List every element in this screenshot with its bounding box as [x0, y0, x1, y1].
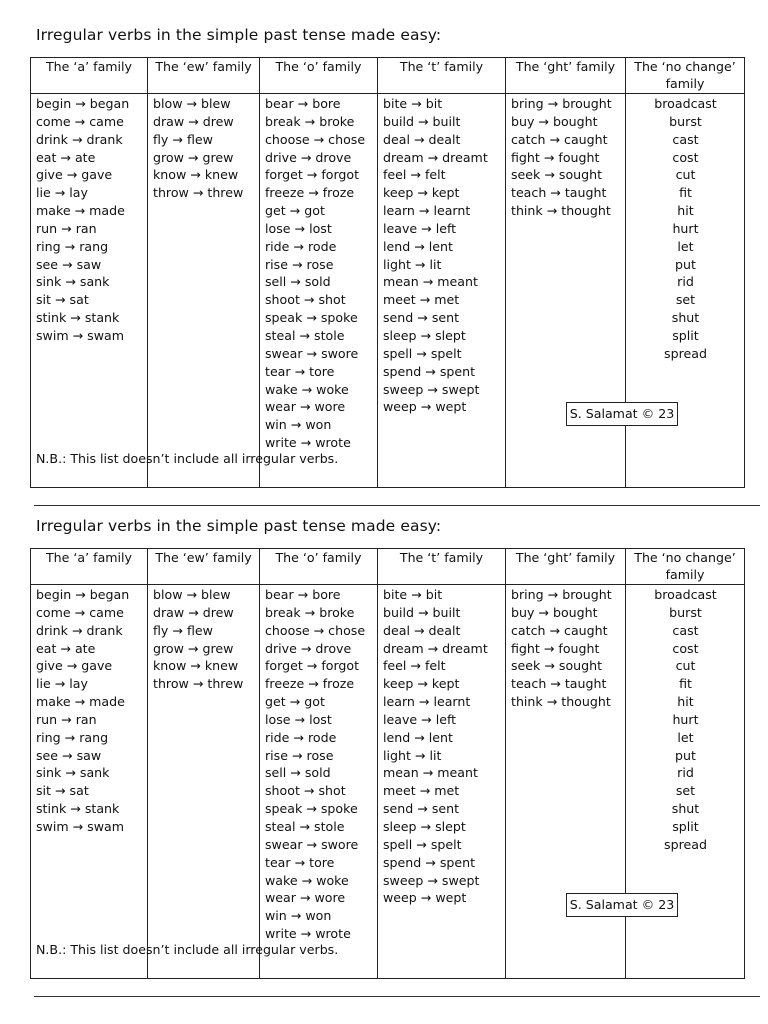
a-family-column: [31, 585, 148, 979]
verb-entry: set: [675, 783, 696, 799]
verb-entry: deal → dealt: [383, 131, 461, 147]
verb-entry: come → came: [36, 604, 124, 620]
verb-entry: bear → bore: [265, 96, 341, 111]
verb-entry: bear → bore: [265, 587, 341, 602]
verb-entry: burst: [669, 113, 702, 129]
verb-entry: sell → sold: [265, 274, 331, 290]
verb-entry: put: [675, 256, 696, 272]
t-family-column: [378, 94, 506, 488]
verb-entry: stink → stank: [36, 801, 120, 817]
verb-entry: grow → grew: [153, 149, 234, 165]
verb-entry: broadcast: [654, 96, 717, 111]
no-change-family-column: [626, 94, 745, 488]
verb-entry: write → wrote: [265, 926, 351, 942]
verb-entry: keep → kept: [383, 185, 460, 201]
ew-family-column: [148, 94, 260, 488]
verb-entry: rise → rose: [265, 256, 334, 272]
verb-entry: win → won: [265, 908, 332, 924]
table-header-row: [31, 58, 745, 94]
verb-entry: dream → dreamt: [383, 149, 488, 165]
verb-entry: cast: [672, 131, 699, 147]
verb-entry: light → lit: [383, 256, 442, 272]
verb-entry: set: [675, 292, 696, 308]
verb-entry: see → saw: [36, 256, 102, 272]
verb-entry: drive → drove: [265, 640, 352, 656]
table-body-row: [31, 585, 745, 979]
verb-entry: catch → caught: [511, 131, 608, 147]
header-o-family: The ‘o’ family: [260, 549, 378, 585]
verb-entry: know → knew: [153, 658, 239, 674]
verb-entry: fight → fought: [511, 640, 600, 656]
verb-entry: buy → bought: [511, 113, 598, 129]
ght-family-column: [506, 94, 626, 488]
header-ew-family: The ‘ew’ family: [148, 549, 260, 585]
footnote: N.B.: This list doesn’t include all irregular verbs.: [36, 451, 339, 466]
separator-line: [34, 996, 760, 997]
verb-entry: learn → learnt: [383, 203, 471, 219]
verb-entry: meet → met: [383, 292, 460, 308]
verb-entry: sit → sat: [36, 783, 89, 799]
verb-entry: bring → brought: [511, 96, 612, 111]
verb-entry: bring → brought: [511, 587, 612, 602]
verb-entry: steal → stole: [265, 818, 345, 834]
verb-entry: blow → blew: [153, 587, 231, 602]
verb-entry: choose → chose: [265, 131, 366, 147]
verb-entry: win → won: [265, 417, 332, 433]
verb-entry: sell → sold: [265, 765, 331, 781]
table-body-row: [31, 94, 745, 488]
verb-entry: rid: [677, 765, 694, 781]
verb-entry: hit: [677, 203, 694, 219]
verb-entry: forget → forgot: [265, 167, 360, 183]
verb-entry: teach → taught: [511, 185, 607, 201]
verb-entry: light → lit: [383, 747, 442, 763]
verb-entry: wear → wore: [265, 399, 346, 415]
verb-entry: steal → stole: [265, 327, 345, 343]
ew-family-column: [148, 585, 260, 979]
verb-entry: know → knew: [153, 167, 239, 183]
verb-entry: write → wrote: [265, 435, 351, 451]
o-family-column: [260, 94, 378, 488]
verb-entry: grow → grew: [153, 640, 234, 656]
verb-entry: learn → learnt: [383, 694, 471, 710]
header-a-family: The ‘a’ family: [31, 549, 148, 585]
verb-entry: run → ran: [36, 711, 97, 727]
verb-entry: throw → threw: [153, 676, 244, 692]
verb-entry: send → sent: [383, 310, 460, 326]
verb-entry: speak → spoke: [265, 310, 358, 326]
verb-entry: spend → spent: [383, 854, 476, 870]
verb-entry: ring → rang: [36, 238, 109, 254]
verb-entry: swear → swore: [265, 345, 359, 361]
verb-entry: give → gave: [36, 658, 113, 674]
verb-entry: broadcast: [654, 587, 717, 602]
verb-entry: wake → woke: [265, 872, 349, 888]
header-no-change-family: The ‘no change’ family: [626, 58, 745, 94]
verb-entry: drink → drank: [36, 622, 123, 638]
verb-entry: sweep → swept: [383, 381, 480, 397]
verb-entry: tear → tore: [265, 363, 335, 379]
verb-entry: fly → flew: [153, 131, 213, 147]
verb-entry: freeze → froze: [265, 676, 355, 692]
verb-entry: think → thought: [511, 203, 611, 219]
verb-entry: rise → rose: [265, 747, 334, 763]
header-ght-family: The ‘ght’ family: [506, 58, 626, 94]
verb-entry: lose → lost: [265, 220, 332, 236]
verb-entry: stink → stank: [36, 310, 120, 326]
verb-entry: get → got: [265, 203, 325, 219]
verb-entry: spread: [664, 836, 707, 852]
verb-entry: keep → kept: [383, 676, 460, 692]
verb-entry: give → gave: [36, 167, 113, 183]
worksheet-title: Irregular verbs in the simple past tense made easy:: [36, 517, 442, 535]
verb-entry: deal → dealt: [383, 622, 461, 638]
verb-entry: fly → flew: [153, 622, 213, 638]
verb-entry: break → broke: [265, 604, 355, 620]
verb-entry: fight → fought: [511, 149, 600, 165]
verb-entry: sink → sank: [36, 274, 110, 290]
verb-entry: ride → rode: [265, 238, 337, 254]
header-t-family: The ‘t’ family: [378, 549, 506, 585]
verb-entry: feel → felt: [383, 167, 446, 183]
worksheet-title: Irregular verbs in the simple past tense made easy:: [36, 26, 442, 44]
verb-entry: tear → tore: [265, 854, 335, 870]
verb-entry: lose → lost: [265, 711, 332, 727]
verb-entry: catch → caught: [511, 622, 608, 638]
verb-entry: feel → felt: [383, 658, 446, 674]
verb-entry: split: [672, 818, 699, 834]
verb-entry: let: [677, 238, 694, 254]
header-a-family: The ‘a’ family: [31, 58, 148, 94]
verb-entry: buy → bought: [511, 604, 598, 620]
verb-entry: begin → began: [36, 587, 130, 602]
header-t-family: The ‘t’ family: [378, 58, 506, 94]
verb-entry: freeze → froze: [265, 185, 355, 201]
verb-entry: cut: [675, 658, 696, 674]
verb-entry: see → saw: [36, 747, 102, 763]
verb-entry: let: [677, 729, 694, 745]
verb-entry: hurt: [672, 220, 699, 236]
header-no-change-family: The ‘no change’ family: [626, 549, 745, 585]
verb-entry: mean → meant: [383, 274, 478, 290]
verb-entry: shoot → shot: [265, 292, 346, 308]
verb-entry: spell → spelt: [383, 836, 462, 852]
verb-entry: burst: [669, 604, 702, 620]
o-family-column: [260, 585, 378, 979]
header-ght-family: The ‘ght’ family: [506, 549, 626, 585]
verb-entry: ring → rang: [36, 729, 109, 745]
verb-entry: cost: [672, 149, 699, 165]
verb-entry: draw → drew: [153, 604, 234, 620]
verb-entry: spend → spent: [383, 363, 476, 379]
verb-entry: bite → bit: [383, 587, 443, 602]
verb-entry: leave → left: [383, 220, 457, 236]
verb-entry: sit → sat: [36, 292, 89, 308]
verb-entry: swim → swam: [36, 818, 125, 834]
verb-entry: leave → left: [383, 711, 457, 727]
verb-entry: blow → blew: [153, 96, 231, 111]
verb-entry: drink → drank: [36, 131, 123, 147]
verb-entry: build → built: [383, 604, 461, 620]
verb-entry: begin → began: [36, 96, 130, 111]
verb-entry: shut: [671, 801, 700, 817]
no-change-family-column: [626, 585, 745, 979]
verb-entry: forget → forgot: [265, 658, 360, 674]
verb-entry: sleep → slept: [383, 327, 466, 343]
verb-entry: fit: [679, 676, 692, 692]
verb-entry: make → made: [36, 203, 125, 219]
separator-line: [34, 505, 760, 506]
verb-entry: shut: [671, 310, 700, 326]
verb-entry: mean → meant: [383, 765, 478, 781]
a-family-column: [31, 94, 148, 488]
verb-entry: cut: [675, 167, 696, 183]
verb-entry: fit: [679, 185, 692, 201]
verb-entry: seek → sought: [511, 658, 603, 674]
verb-entry: lend → lent: [383, 238, 453, 254]
verb-entry: come → came: [36, 113, 124, 129]
verb-entry: send → sent: [383, 801, 460, 817]
verb-entry: throw → threw: [153, 185, 244, 201]
verb-entry: think → thought: [511, 694, 611, 710]
verb-entry: rid: [677, 274, 694, 290]
verb-entry: lend → lent: [383, 729, 453, 745]
verb-entry: drive → drove: [265, 149, 352, 165]
verb-entry: split: [672, 327, 699, 343]
footnote: N.B.: This list doesn’t include all irregular verbs.: [36, 942, 339, 957]
verb-entry: dream → dreamt: [383, 640, 488, 656]
verb-entry: make → made: [36, 694, 125, 710]
t-family-column: [378, 585, 506, 979]
verb-entry: hit: [677, 694, 694, 710]
verb-entry: spell → spelt: [383, 345, 462, 361]
verb-entry: wear → wore: [265, 890, 346, 906]
verb-entry: eat → ate: [36, 640, 96, 656]
verb-entry: cast: [672, 622, 699, 638]
verb-entry: speak → spoke: [265, 801, 358, 817]
copyright-box: S. Salamat © 23: [566, 402, 678, 426]
ght-family-column: [506, 585, 626, 979]
verb-entry: swim → swam: [36, 327, 125, 343]
verb-entry: break → broke: [265, 113, 355, 129]
verb-entry: swear → swore: [265, 836, 359, 852]
verb-entry: weep → wept: [383, 399, 467, 415]
verb-entry: sleep → slept: [383, 818, 466, 834]
verb-entry: eat → ate: [36, 149, 96, 165]
verb-entry: weep → wept: [383, 890, 467, 906]
table-header-row: [31, 549, 745, 585]
verb-entry: cost: [672, 640, 699, 656]
verb-entry: run → ran: [36, 220, 97, 236]
verb-entry: shoot → shot: [265, 783, 346, 799]
verb-entry: bite → bit: [383, 96, 443, 111]
copyright-box: S. Salamat © 23: [566, 893, 678, 917]
verb-entry: ride → rode: [265, 729, 337, 745]
verb-entry: draw → drew: [153, 113, 234, 129]
verb-entry: build → built: [383, 113, 461, 129]
verb-entry: get → got: [265, 694, 325, 710]
verb-entry: put: [675, 747, 696, 763]
header-ew-family: The ‘ew’ family: [148, 58, 260, 94]
verb-entry: teach → taught: [511, 676, 607, 692]
header-o-family: The ‘o’ family: [260, 58, 378, 94]
verb-entry: lie → lay: [36, 185, 88, 201]
verb-entry: meet → met: [383, 783, 460, 799]
verb-entry: hurt: [672, 711, 699, 727]
verb-entry: lie → lay: [36, 676, 88, 692]
verb-entry: choose → chose: [265, 622, 366, 638]
verb-entry: sweep → swept: [383, 872, 480, 888]
verb-entry: sink → sank: [36, 765, 110, 781]
verb-entry: seek → sought: [511, 167, 603, 183]
verb-entry: spread: [664, 345, 707, 361]
verb-entry: wake → woke: [265, 381, 349, 397]
